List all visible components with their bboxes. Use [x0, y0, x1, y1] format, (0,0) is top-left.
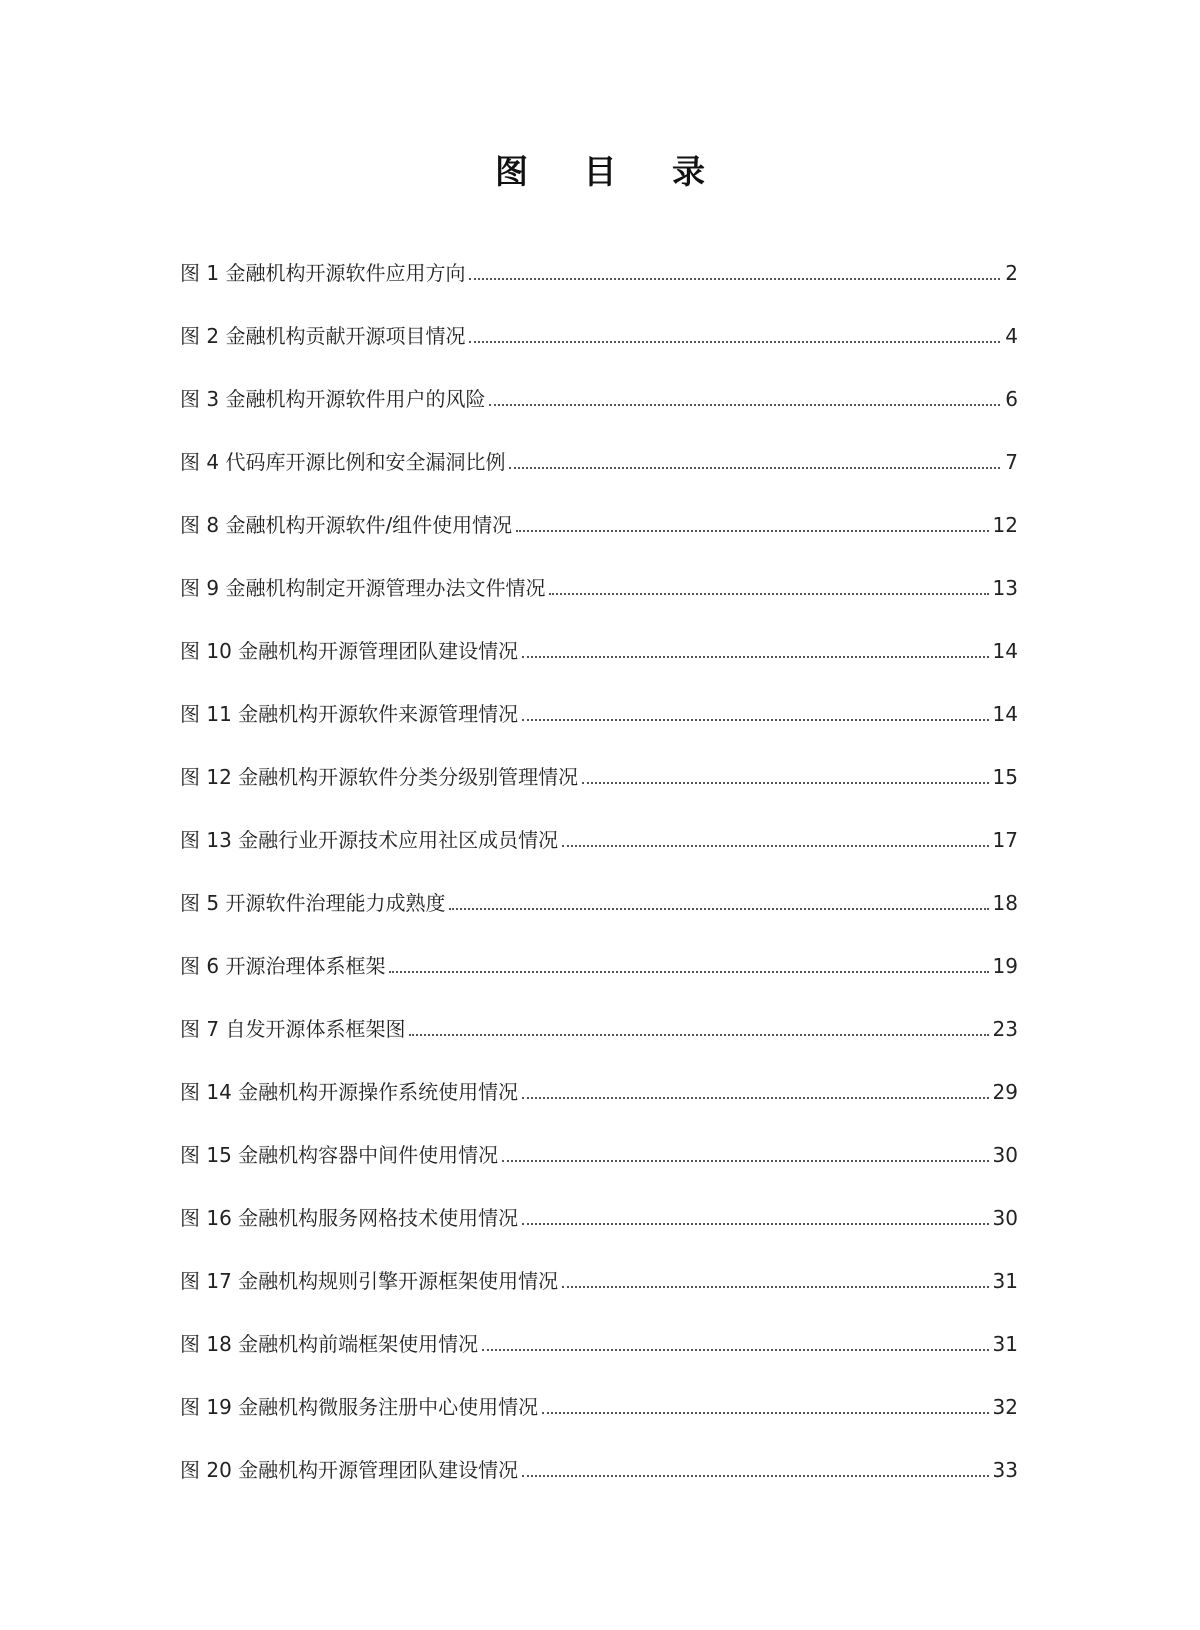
toc-entry-label: 图 15 金融机构容器中间件使用情况 — [180, 1143, 499, 1167]
toc-entry-page: 6 — [1005, 387, 1018, 411]
toc-dot-leader — [522, 1475, 988, 1477]
toc-dot-leader — [469, 341, 1000, 343]
toc-dot-leader — [582, 782, 988, 784]
toc-dot-leader — [522, 1097, 988, 1099]
toc-entry[interactable] — [180, 854, 1018, 917]
toc-entry-page: 29 — [992, 1080, 1018, 1104]
toc-entry-page: 32 — [992, 1395, 1018, 1419]
toc-entry[interactable] — [180, 665, 1018, 728]
toc-entry-label: 图 12 金融机构开源软件分类分级别管理情况 — [180, 765, 579, 789]
toc-entry-page: 23 — [992, 1017, 1018, 1041]
toc-entry-page: 2 — [1005, 261, 1018, 285]
toc-entry-label: 图 8 金融机构开源软件/组件使用情况 — [180, 513, 513, 537]
toc-entry[interactable] — [180, 1421, 1018, 1484]
toc-entry-page: 4 — [1005, 324, 1018, 348]
toc-entry[interactable] — [180, 413, 1018, 476]
toc-entry[interactable] — [180, 980, 1018, 1043]
toc-entry-label: 图 17 金融机构规则引擎开源框架使用情况 — [180, 1269, 559, 1293]
toc-entry-label: 图 19 金融机构微服务注册中心使用情况 — [180, 1395, 539, 1419]
toc-dot-leader — [509, 467, 1000, 469]
toc-entry-label: 图 2 金融机构贡献开源项目情况 — [180, 324, 466, 348]
toc-entry-page: 14 — [992, 702, 1018, 726]
toc-entry-label: 图 4 代码库开源比例和安全漏洞比例 — [180, 450, 506, 474]
toc-entry-page: 12 — [992, 513, 1018, 537]
toc-entry-label: 图 11 金融机构开源软件来源管理情况 — [180, 702, 519, 726]
toc-entry-label: 图 6 开源治理体系框架 — [180, 954, 386, 978]
toc-dot-leader — [482, 1349, 988, 1351]
toc-dot-leader — [522, 719, 988, 721]
toc-entry-label: 图 18 金融机构前端框架使用情况 — [180, 1332, 479, 1356]
toc-entry[interactable] — [180, 539, 1018, 602]
toc-entry-page: 17 — [992, 828, 1018, 852]
toc-entry[interactable] — [180, 1358, 1018, 1421]
toc-entry[interactable] — [180, 224, 1018, 287]
toc-entry[interactable] — [180, 1232, 1018, 1295]
toc-dot-leader — [542, 1412, 988, 1414]
toc-entry-page: 7 — [1005, 450, 1018, 474]
toc-dot-leader — [449, 908, 988, 910]
toc-entry[interactable] — [180, 728, 1018, 791]
page-title: 图 目 录 — [495, 152, 727, 191]
toc-entry[interactable] — [180, 602, 1018, 665]
figure-list — [180, 224, 1018, 1484]
toc-dot-leader — [562, 845, 988, 847]
toc-entry[interactable] — [180, 1295, 1018, 1358]
toc-dot-leader — [516, 530, 988, 532]
toc-entry-page: 18 — [992, 891, 1018, 915]
toc-dot-leader — [489, 404, 1000, 406]
toc-entry-label: 图 5 开源软件治理能力成熟度 — [180, 891, 446, 915]
toc-dot-leader — [522, 656, 988, 658]
toc-dot-leader — [389, 971, 988, 973]
toc-entry-label: 图 7 自发开源体系框架图 — [180, 1017, 406, 1041]
toc-entry-page: 33 — [992, 1458, 1018, 1482]
toc-entry[interactable] — [180, 350, 1018, 413]
toc-dot-leader — [522, 1223, 988, 1225]
toc-entry[interactable] — [180, 1169, 1018, 1232]
toc-entry-page: 31 — [992, 1269, 1018, 1293]
toc-entry-label: 图 3 金融机构开源软件用户的风险 — [180, 387, 486, 411]
toc-dot-leader — [409, 1034, 988, 1036]
toc-entry-page: 13 — [992, 576, 1018, 600]
toc-entry[interactable] — [180, 476, 1018, 539]
toc-entry-label: 图 20 金融机构开源管理团队建设情况 — [180, 1458, 519, 1482]
toc-entry-label: 图 9 金融机构制定开源管理办法文件情况 — [180, 576, 546, 600]
toc-entry-label: 图 14 金融机构开源操作系统使用情况 — [180, 1080, 519, 1104]
toc-entry-label: 图 1 金融机构开源软件应用方向 — [180, 261, 466, 285]
toc-dot-leader — [562, 1286, 988, 1288]
toc-entry-label: 图 13 金融行业开源技术应用社区成员情况 — [180, 828, 559, 852]
toc-entry-page: 15 — [992, 765, 1018, 789]
toc-entry-label: 图 16 金融机构服务网格技术使用情况 — [180, 1206, 519, 1230]
toc-entry-page: 30 — [992, 1206, 1018, 1230]
toc-entry-page: 31 — [992, 1332, 1018, 1356]
toc-entry-label: 图 10 金融机构开源管理团队建设情况 — [180, 639, 519, 663]
toc-entry[interactable] — [180, 917, 1018, 980]
toc-entry-page: 14 — [992, 639, 1018, 663]
toc-entry[interactable] — [180, 1043, 1018, 1106]
toc-dot-leader — [502, 1160, 988, 1162]
toc-entry[interactable] — [180, 1106, 1018, 1169]
toc-entry-page: 30 — [992, 1143, 1018, 1167]
toc-entry[interactable] — [180, 287, 1018, 350]
toc-entry-page: 19 — [992, 954, 1018, 978]
toc-entry[interactable] — [180, 791, 1018, 854]
toc-dot-leader — [549, 593, 988, 595]
toc-dot-leader — [469, 278, 1000, 280]
